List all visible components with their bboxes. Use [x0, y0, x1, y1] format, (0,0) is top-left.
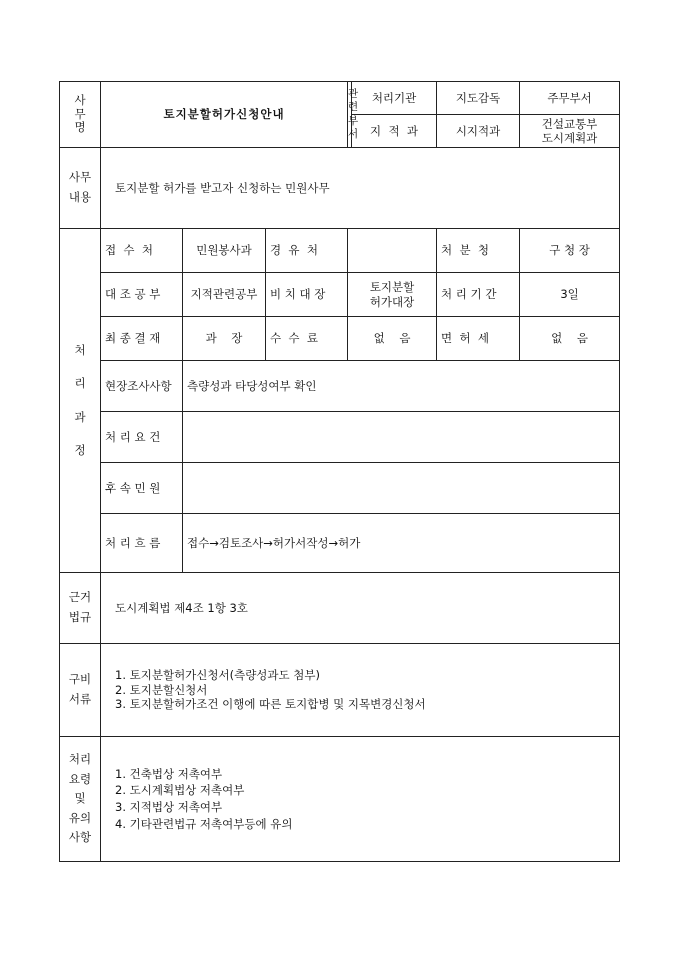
guide-table: [59, 81, 620, 862]
process-label: 처 리 과 정: [60, 229, 101, 573]
via-label: 경 유 처: [266, 229, 348, 273]
flow-value: 접수→검토조사→허가서작성→허가: [183, 514, 620, 573]
task-name-label: 사 무 명: [60, 82, 101, 148]
site-survey-value: 측량성과 타당성여부 확인: [183, 361, 620, 412]
requirements-value: [183, 412, 620, 463]
application-guide-form: [59, 81, 619, 862]
follow-up-label: 후 속 민 원: [101, 463, 183, 514]
via-value: [348, 229, 437, 273]
site-survey-label: 현장조사사항: [101, 361, 183, 412]
requirements-label: 처 리 요 건: [101, 412, 183, 463]
processing-agency-value: 지 적 과: [352, 115, 437, 148]
main-dept-value: 건설교통부 도시계획과: [520, 115, 620, 148]
documents-label: 구비 서류: [60, 644, 101, 737]
processing-agency-label: 처리기관: [352, 82, 437, 115]
disposal-agency-label: 처 분 청: [437, 229, 520, 273]
main-dept-label: 주무부서: [520, 82, 620, 115]
documents-list: [101, 644, 620, 737]
guidelines-label: 처리 요령 및 유의 사항: [60, 737, 101, 862]
list-item: 3. 지적법상 저촉여부: [115, 800, 223, 814]
list-item: 3. 토지분할허가조건 이행에 따른 토지합병 및 지목변경신청서: [115, 697, 426, 712]
work-content-text: 토지분할 허가를 받고자 신청하는 민원사무: [101, 148, 620, 229]
legal-basis-label: 근거 법규: [60, 573, 101, 644]
list-item: 4. 기타관련법규 저촉여부등에 유의: [115, 816, 293, 831]
fee-label: 수 수 료: [266, 317, 348, 361]
license-tax-label: 면 허 세: [437, 317, 520, 361]
legal-basis-text: 도시계획법 제4조 1항 3호: [101, 573, 620, 644]
guidelines-list: [101, 737, 620, 862]
guidance-value: 시지적과: [437, 115, 520, 148]
license-tax-value: 없 음: [520, 317, 620, 361]
work-content-label: 사무 내용: [60, 148, 101, 229]
fee-value: 없 음: [348, 317, 437, 361]
follow-up-value: [183, 463, 620, 514]
register-label: 비 치 대 장: [266, 273, 348, 317]
approval-label: 최 종 결 재: [101, 317, 183, 361]
flow-label: 처 리 흐 름: [101, 514, 183, 573]
related-dept-label: 관련 부서: [348, 82, 352, 148]
period-value: 3일: [520, 273, 620, 317]
period-label: 처 리 기 간: [437, 273, 520, 317]
ledger-value: 지적관련공부: [183, 273, 266, 317]
ledger-label: 대 조 공 부: [101, 273, 183, 317]
list-item: 2. 도시계획법상 저촉여부: [115, 783, 245, 798]
page-title: 토지분할허가신청안내: [101, 82, 348, 148]
disposal-agency-value: 구 청 장: [520, 229, 620, 273]
register-value: 토지분할 허가대장: [348, 273, 437, 317]
list-item: 1. 토지분할허가신청서(측량성과도 첨부): [115, 668, 320, 683]
list-item: 1. 건축법상 저촉여부: [115, 766, 223, 781]
list-item: 2. 토지분할신청서: [115, 682, 208, 697]
guidance-label: 지도감독: [437, 82, 520, 115]
reception-value: 민원봉사과: [183, 229, 266, 273]
reception-label: 접 수 처: [101, 229, 183, 273]
approval-value: 과 장: [183, 317, 266, 361]
